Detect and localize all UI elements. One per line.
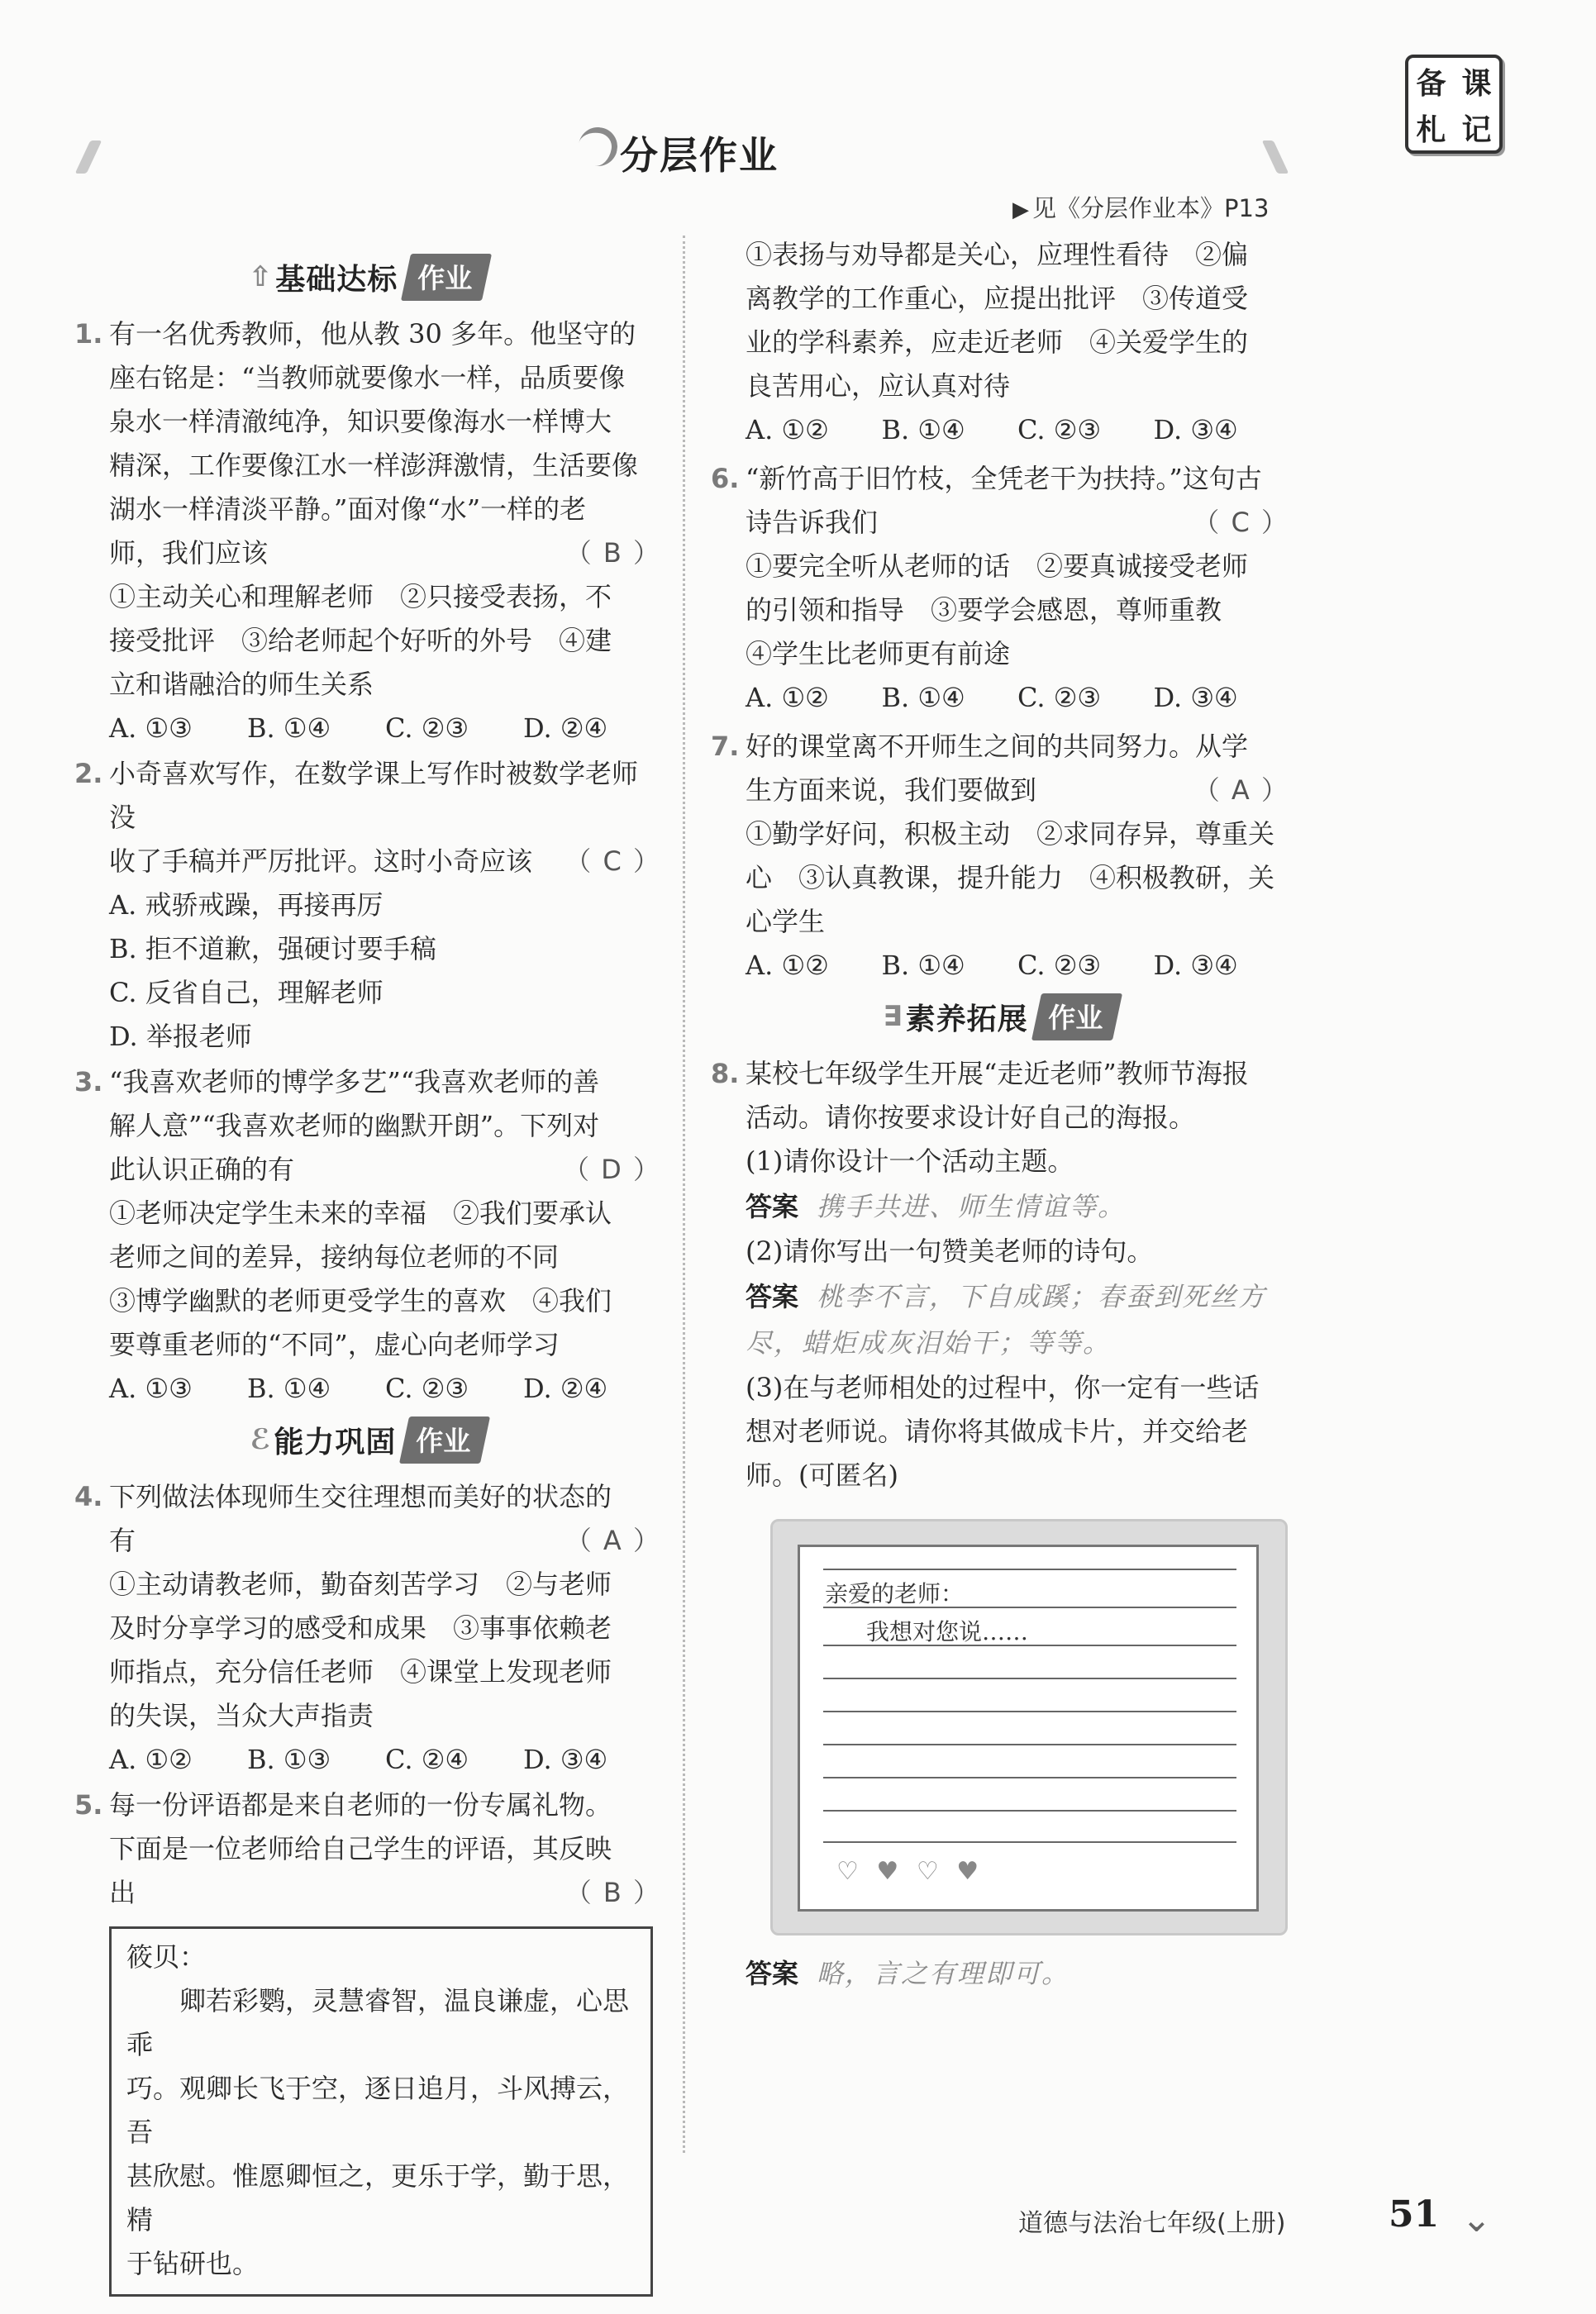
stem-line (109, 1519, 661, 1563)
left-column (74, 248, 661, 2298)
question-stem (74, 1475, 661, 1563)
option-line: 心 ③认真教课，提升能力 ④积极教研，关 (746, 862, 1275, 893)
option-line: ③博学幽默的老师更受学生的喜欢 ④我们 (109, 1285, 612, 1317)
choice-d: D. ②④ (523, 1373, 608, 1404)
stem-line: “新竹高于旧竹枝，全凭老干为扶持。”这句古 (746, 463, 1262, 494)
badge-char: 记 (1461, 112, 1492, 147)
choice-row (711, 676, 1289, 720)
answer-1 (711, 1183, 1289, 1230)
answer-bracket: （ B ） (565, 537, 661, 569)
question-number: 6. (711, 463, 740, 494)
stem-line: 下面是一位老师给自己学生的评语，其反映 (109, 1833, 612, 1864)
sub-question-3-line: (3)在与老师相处的过程中，你一定有一些话 (746, 1372, 1260, 1403)
book-title: 道德与法治七年级(上册) (1018, 2209, 1286, 2238)
comment-line: 巧。观卿长飞于空，逐日追月，斗风搏云，吾 (126, 2073, 630, 2148)
stem-text: 此认识正确的有 (109, 1154, 295, 1185)
question-stem (74, 752, 661, 883)
stem-text: 生方面来说，我们要做到 (746, 774, 1037, 806)
section-ability (74, 1416, 661, 1464)
decorative-stroke (1262, 140, 1289, 174)
answer-label: 答案 (746, 1191, 799, 1222)
choice-b: B. ①④ (881, 682, 965, 713)
question-stem (74, 312, 661, 575)
option-line: 老师之间的差异，接纳每位老师的不同 (109, 1241, 560, 1273)
section-tag-text: 作业 (417, 261, 473, 294)
card-rule (823, 1569, 1236, 1570)
option-line: 接受批评 ③给老师起个好听的外号 ④建 (109, 625, 612, 656)
option-a: A. 戒骄戒躁，再接再厉 (109, 889, 384, 921)
choice-b: B. ①③ (247, 1744, 331, 1775)
option-line: 的失误，当众大声指责 (109, 1700, 374, 1731)
sub-question-3-line: 师。(可匿名) (746, 1459, 898, 1491)
question-number: 4. (74, 1481, 103, 1512)
stem-text: 师，我们应该 (109, 537, 269, 569)
section-title: 素养拓展 (905, 1002, 1028, 1036)
option-line: 良苦用心，应认真对待 (746, 370, 1011, 402)
question-stem (74, 1783, 661, 1915)
section-tag-text: 作业 (1047, 1001, 1103, 1034)
stem-line (109, 1871, 661, 1915)
comment-line: 卿若彩鹦，灵慧睿智，温良谦虚，心思乖 (126, 1985, 630, 2060)
stem-text: 出 (109, 1877, 136, 1908)
corner-arrow-icon: ⌄ (1461, 2198, 1492, 2240)
sub-question-3-line: 想对老师说。请你将其做成卡片，并交给老 (746, 1416, 1249, 1447)
choice-row (74, 1367, 661, 1411)
question-2 (74, 752, 661, 1059)
answer-bracket: （ C ） (565, 845, 661, 877)
choice-c: C. ②③ (1017, 414, 1102, 445)
stem-line (109, 1148, 661, 1192)
card-rule (823, 1678, 1236, 1679)
option-line: ①主动关心和理解老师 ②只接受表扬，不 (109, 581, 612, 612)
question-6 (711, 457, 1289, 720)
stem-line: 泉水一样清澈纯净，知识要像海水一样博大 (109, 406, 612, 437)
stem-line (109, 840, 661, 883)
question-number: 7. (711, 731, 740, 762)
choice-b: B. ①④ (247, 712, 331, 744)
choice-a: A. ①② (746, 950, 829, 981)
question-4 (74, 1475, 661, 1782)
badge-char: 备 (1416, 66, 1446, 101)
option-c: C. 反省自己，理解老师 (109, 977, 384, 1008)
option-line: ④学生比老师更有前途 (746, 638, 1011, 669)
stem-line (746, 501, 1289, 545)
stem-line: 座右铭是：“当教师就要像水一样，品质要像 (109, 362, 626, 393)
section-title: 基础达标 (275, 262, 398, 297)
section-tag (401, 254, 492, 301)
heart-decoration-icon: ♡ ♥ ♡ ♥ (836, 1857, 984, 1886)
stem-line: “我喜欢老师的博学多艺”“我喜欢老师的善 (109, 1066, 600, 1097)
option-b: B. 拒不道歉，强硬讨要手稿 (109, 933, 436, 964)
bracket-icon: ∃ (883, 1000, 903, 1033)
option-line: ①主动请教老师，勤奋刻苦学习 ②与老师 (109, 1569, 612, 1600)
column-divider (683, 236, 685, 2153)
stem-text: 诗告诉我们 (746, 507, 879, 538)
question-stem (711, 725, 1289, 812)
stem-line: 好的课堂离不开师生之间的共同努力。从学 (746, 731, 1249, 762)
answer-bracket: （ C ） (1193, 507, 1289, 538)
option-line: 要尊重老师的“不同”，虚心向老师学习 (109, 1329, 560, 1360)
comment-salutation: 筱贝： (126, 1941, 207, 1973)
answer-3 (711, 1950, 1289, 1997)
question-7 (711, 725, 1289, 988)
reference-note (1012, 190, 1269, 224)
answer-2-cont (711, 1320, 1289, 1366)
stem-text: 收了手稿并严厉批评。这时小奇应该 (109, 845, 533, 877)
page-number: 51 (1389, 2193, 1440, 2235)
badge-char: 课 (1461, 66, 1492, 101)
section-basic (74, 253, 661, 301)
choice-c: C. ②③ (1017, 682, 1102, 713)
leaf-icon: ℰ (250, 1423, 271, 1456)
choice-d: D. ③④ (1153, 950, 1238, 981)
choice-d: D. ③④ (523, 1744, 608, 1775)
choice-a: A. ①② (109, 1744, 193, 1775)
question-5-options (711, 233, 1289, 452)
lesson-notes-badge (1405, 55, 1503, 154)
question-stem (74, 1060, 661, 1192)
answer-bracket: （ A ） (565, 1525, 661, 1556)
card-rule (823, 1810, 1236, 1812)
section-title: 能力巩固 (274, 1425, 397, 1459)
stem-text: 有 (109, 1525, 136, 1556)
question-1 (74, 312, 661, 750)
answer-label: 答案 (746, 1958, 799, 1989)
section-tag (399, 1416, 490, 1464)
stem-line: 某校七年级学生开展“走近老师”教师节海报 (746, 1058, 1249, 1089)
stem-line: 下列做法体现师生交往理想而美好的状态的 (109, 1481, 612, 1512)
comment-line: 甚欣慰。惟愿卿恒之，更乐于学，勤于思，精 (126, 2160, 630, 2235)
choice-b: B. ①④ (881, 950, 965, 981)
stem-line (746, 769, 1289, 812)
choice-d: D. ②④ (523, 712, 608, 744)
section-extend (711, 993, 1289, 1040)
question-3 (74, 1060, 661, 1411)
question-number: 8. (711, 1058, 740, 1089)
stem-line (109, 531, 661, 575)
page-title: 分层作业 (620, 133, 779, 178)
stem-line: 精深，工作要像江水一样澎湃激情，生活要像 (109, 450, 639, 481)
question-stem (711, 1052, 1289, 1140)
option-line: 及时分享学习的感受和成果 ③事事依赖老 (109, 1612, 612, 1644)
choice-a: A. ①② (746, 682, 829, 713)
answer-bracket: （ B ） (565, 1877, 661, 1908)
card-rule (823, 1744, 1236, 1745)
card-rule (823, 1777, 1236, 1778)
option-line: 业的学科素养，应走近老师 ④关爱学生的 (746, 326, 1249, 358)
card-paper (798, 1545, 1259, 1912)
option-line: ①勤学好问，积极主动 ②求同存异，尊重关 (746, 818, 1275, 850)
option-line: ①要完全听从老师的话 ②要真诚接受老师 (746, 550, 1249, 582)
choice-c: C. ②③ (385, 1373, 469, 1404)
up-arrow-icon: ⇧ (248, 260, 273, 293)
answer-text: 略，言之有理即可。 (817, 1958, 1070, 1989)
option-d: D. 举报老师 (109, 1021, 252, 1052)
choice-b: B. ①④ (881, 414, 965, 445)
option-line: 离教学的工作重心，应提出批评 ③传道受 (746, 283, 1249, 314)
teacher-comment-box (109, 1926, 653, 2297)
choice-d: D. ③④ (1153, 682, 1238, 713)
stem-line: 解人意”“我喜欢老师的幽默开朗”。下列对 (109, 1110, 600, 1141)
answer-text: 尽，蜡炬成灰泪始干；等等。 (746, 1327, 1112, 1359)
option-line: 师指点，充分信任老师 ④课堂上发现老师 (109, 1656, 612, 1688)
option-line: 立和谐融洽的师生关系 (109, 669, 374, 700)
choice-a: A. ①③ (109, 1373, 193, 1404)
play-arrow-icon: ▶ (1012, 198, 1029, 222)
option-line: 的引领和指导 ③要学会感恩，尊师重教 (746, 594, 1222, 626)
title-bar (74, 116, 1281, 182)
choice-c: C. ②③ (385, 712, 469, 744)
reference-text: 见《分层作业本》P13 (1032, 194, 1270, 222)
card-rule (823, 1711, 1236, 1712)
question-number: 2. (74, 758, 103, 789)
answer-text: 携手共进、师生情谊等。 (817, 1191, 1127, 1222)
choice-a: A. ①② (746, 414, 829, 445)
badge-char: 札 (1416, 112, 1446, 147)
stem-line: 有一名优秀教师，他从教 30 多年。他坚守的 (109, 318, 636, 350)
section-tag (1031, 993, 1122, 1040)
choice-row (711, 944, 1289, 988)
question-5 (74, 1783, 661, 2297)
sub-question-1: (1)请你设计一个活动主题。 (746, 1145, 1074, 1177)
stem-line: 每一份评语都是来自老师的一份专属礼物。 (109, 1789, 612, 1821)
question-number: 5. (74, 1789, 103, 1821)
option-line: 心学生 (746, 906, 826, 937)
choice-a: A. ①③ (109, 712, 193, 744)
decorative-stroke (75, 140, 102, 174)
choice-b: B. ①④ (247, 1373, 331, 1404)
answer-label: 答案 (746, 1281, 799, 1312)
stem-line: 湖水一样清淡平静。”面对像“水”一样的老 (109, 493, 587, 525)
choice-c: C. ②④ (385, 1744, 469, 1775)
question-stem (711, 457, 1289, 545)
title-arc-icon (575, 124, 620, 169)
card-salutation: 亲爱的老师： (825, 1580, 965, 1607)
answer-bracket: （ A ） (1193, 774, 1289, 806)
card-prompt: 我想对您说…… (866, 1618, 1029, 1645)
option-line: ①老师决定学生未来的幸福 ②我们要承认 (109, 1197, 612, 1229)
answer-2 (711, 1274, 1289, 1320)
right-column (711, 233, 1289, 1998)
card-rule (823, 1841, 1236, 1843)
choice-row (74, 707, 661, 750)
comment-line: 于钻研也。 (126, 2248, 260, 2279)
answer-text: 桃李不言，下自成蹊；春蚕到死丝方 (817, 1281, 1267, 1312)
option-line: ①表扬与劝导都是关心，应理性看待 ②偏 (746, 239, 1249, 270)
choice-c: C. ②③ (1017, 950, 1102, 981)
sub-question-2: (2)请你写出一句赞美老师的诗句。 (746, 1236, 1154, 1267)
stem-line: 小奇喜欢写作，在数学课上写作时被数学老师没 (109, 758, 639, 833)
section-tag-text: 作业 (416, 1424, 471, 1457)
question-number: 3. (74, 1066, 103, 1097)
card-rule (823, 1607, 1236, 1608)
question-8 (711, 1052, 1289, 1997)
choice-row (711, 408, 1289, 452)
card-rule (823, 1645, 1236, 1646)
choice-d: D. ③④ (1153, 414, 1238, 445)
choice-row (74, 1738, 661, 1782)
message-card (770, 1519, 1288, 1935)
answer-bracket: （ D ） (563, 1154, 661, 1185)
question-number: 1. (74, 318, 103, 350)
stem-line: 活动。请你按要求设计好自己的海报。 (746, 1102, 1196, 1133)
